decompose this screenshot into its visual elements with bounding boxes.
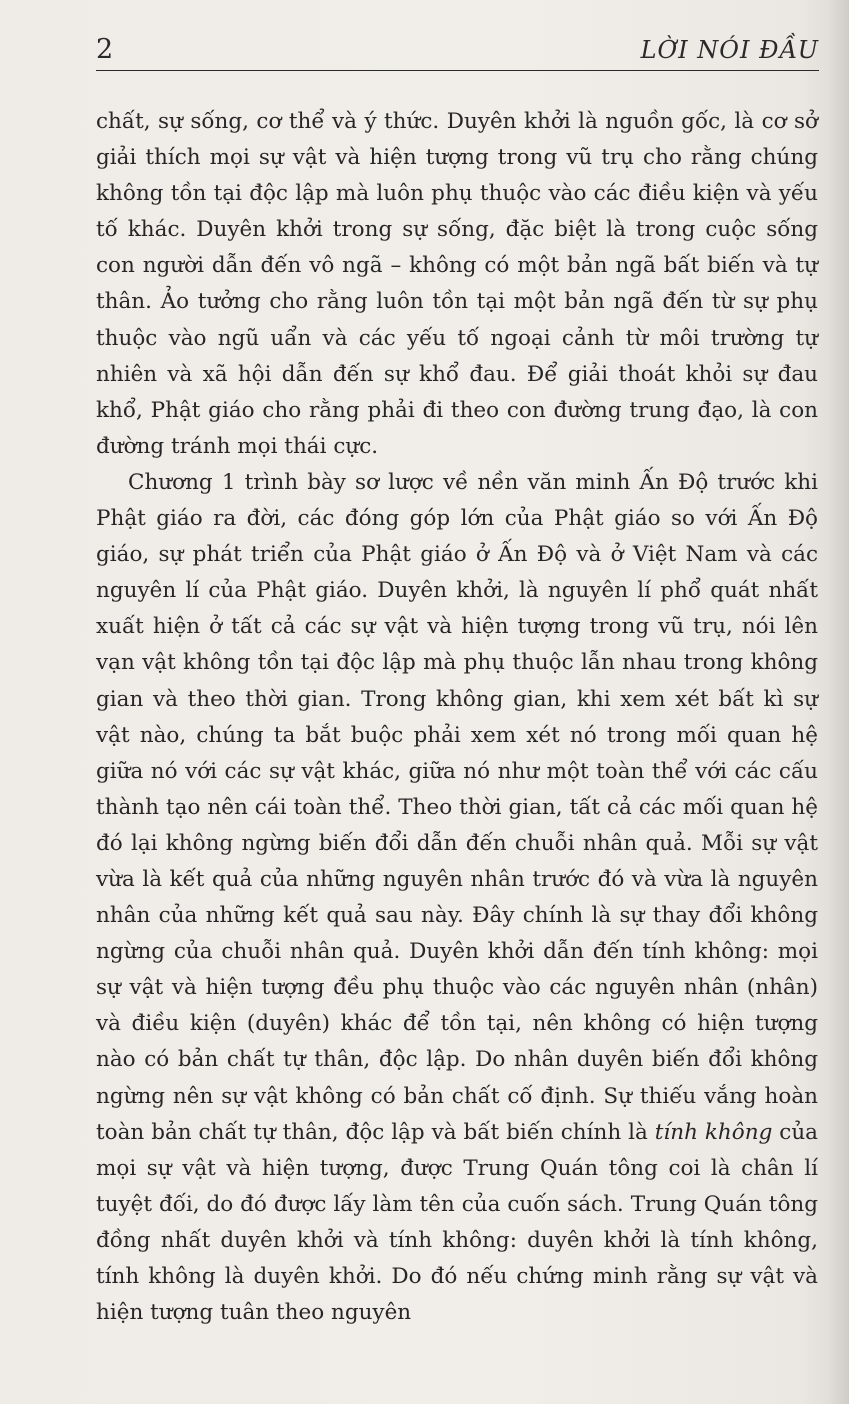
- page-edge-shadow: [827, 0, 849, 1404]
- page-header: [96, 30, 819, 71]
- paragraph-2: [96, 465, 818, 1331]
- paragraph-2-text-start: Chương 1 trình bày sơ lược về nền văn minh Ấn Độ trước khi Phật giáo ra đời, các đóng góp lớn của Phật giáo so với Ấn Độ giáo, sự phát triển của Phật giáo ở Ấn Độ và ở Việt Nam và các nguyên lí của Phật giáo. Duyên khởi, là nguyên lí phổ quát nhất xuất hiện ở tất cả các sự vật và hiện tượng trong vũ trụ, nói lên vạn vật không tồn tại độc lập mà phụ thuộc lẫn nhau trong không gian và theo thời gian. Trong không gian, khi xem xét bất kì sự vật nào, chúng ta bắt buộc phải xem xét nó trong mối quan hệ giữa nó với các sự vật khác, giữa nó như một toàn thể với các cấu thành tạo nên cái toàn thể. Theo thời gian, tất cả các mối quan hệ đó lại không ngừng biến đổi dẫn đến chuỗi nhân quả. Mỗi sự vật vừa là kết quả của những nguyên nhân trước đó và vừa là nguyên nhân của những kết quả sau này. Đây chính là sự thay đổi không ngừng của chuỗi nhân quả. Duyên khởi dẫn đến tính không: mọi sự vật và hiện tượng đều phụ thuộc vào các nguyên nhân (nhân) và điều kiện (duyên) khác để tồn tại, nên không có hiện tượng nào có bản chất tự thân, độc lập. Do nhân duyên biến đổi không ngừng nên sự vật không có bản chất cố định. Sự thiếu vắng hoàn toàn bản chất tự thân, độc lập và bất biến chính là: [96, 469, 818, 1145]
- body-text: [96, 104, 818, 1331]
- paragraph-1-text: chất, sự sống, cơ thể và ý thức. Duyên khởi là nguồn gốc, là cơ sở giải thích mọi sự vật và hiện tượng trong vũ trụ cho rằng chúng không tồn tại độc lập mà luôn phụ thuộc vào các điều kiện và yếu tố khác. Duyên khởi trong sự sống, đặc biệt là trong cuộc sống con người dẫn đến vô ngã – không có một bản ngã bất biến và tự thân. Ảo tưởng cho rằng luôn tồn tại một bản ngã đến từ sự phụ thuộc vào ngũ uẩn và các yếu tố ngoại cảnh từ môi trường tự nhiên và xã hội dẫn đến sự khổ đau. Để giải thoát khỏi sự đau khổ, Phật giáo cho rằng phải đi theo con đường trung đạo, là con đường tránh mọi thái cực.: [96, 109, 818, 459]
- emphasis-tinh-khong: tính không: [654, 1119, 773, 1145]
- running-title: LỜI NÓI ĐẦU: [640, 36, 819, 64]
- paragraph-1: [96, 104, 818, 465]
- page-number: 2: [96, 34, 114, 65]
- paragraph-2-text-end: của mọi sự vật và hiện tượng, được Trung Quán tông coi là chân lí tuyệt đối, do đó được lấy làm tên của cuốn sách. Trung Quán tông đồng nhất duyên khởi và tính không: duyên khởi là tính không, tính không là duyên khởi. Do đó nếu chứng minh rằng sự vật và hiện tượng tuân theo nguyên: [96, 1119, 818, 1326]
